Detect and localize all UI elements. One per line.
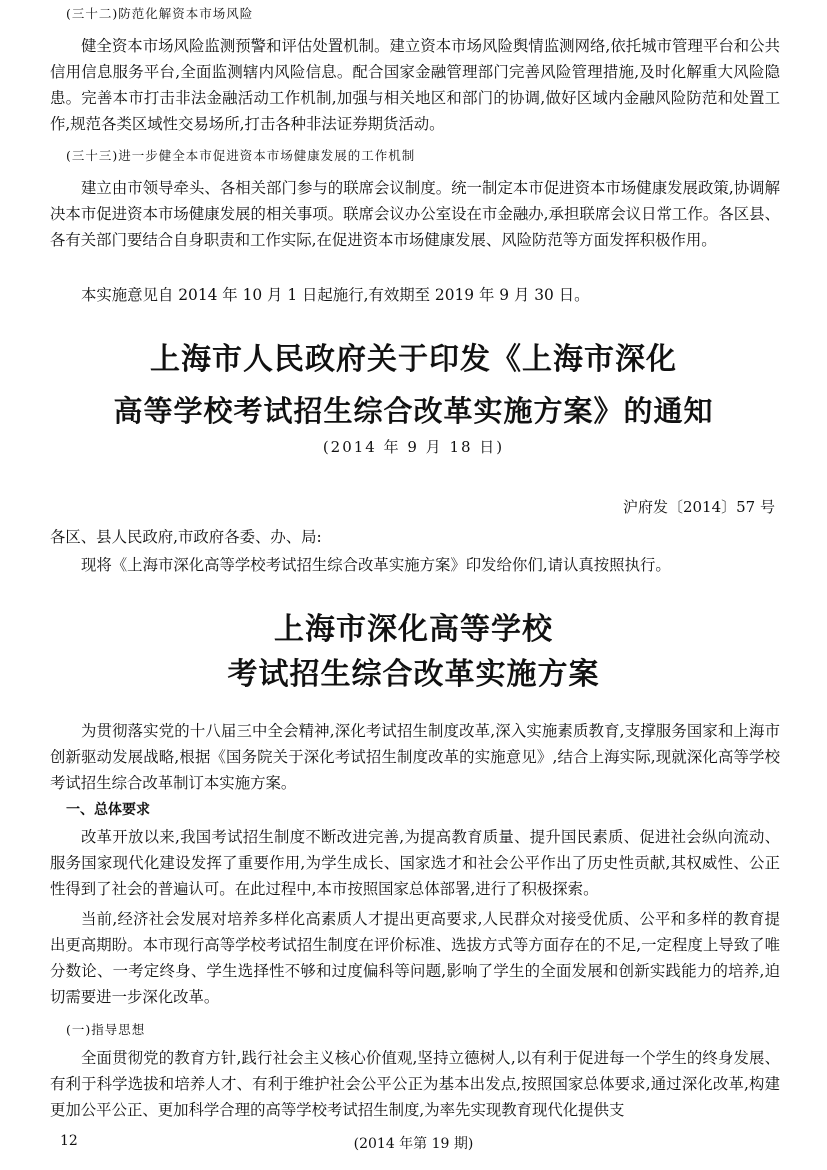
general-requirements-para-1: 改革开放以来,我国考试招生制度不断改进完善,为提高教育质量、提升国民素质、促进社会纵向流动、服务国家现代化建设发挥了重要作用,为学生成长、国家选才和社会公平作出了历史性贡献,其权威性、公正性得到了社会的普遍认可。在此过程中,本市按照国家总体部署,进行了积极探索。	[50, 828, 780, 898]
plan-title-line-2: 考试招生综合改革实施方案	[227, 657, 600, 692]
issue-label: (2014 年第 19 期)	[353, 1136, 474, 1152]
notice-body: 现将《上海市深化高等学校考试招生综合改革实施方案》印发给你们,请认真按照执行。	[81, 556, 671, 574]
page-number: 12	[60, 1133, 78, 1149]
general-requirements-para-2: 当前,经济社会发展对培养多样化高素质人才提出更高要求,人民群众对接受优质、公平和多样的教育提出更高期盼。本市现行高等学校考试招生制度在评价标准、选拔方式等方面存在的不足,一定程度上导致了唯分数论、一考定终身、学生选择性不够和过度偏科等问题,影响了学生的全面发展和创新实践能力的培养,迫切需要进一步深化改革。	[50, 910, 780, 1006]
section-33-heading: (三十三)进一步健全本市促进资本市场健康发展的工作机制	[66, 148, 416, 163]
plan-title-line-1: 上海市深化高等学校	[274, 612, 553, 647]
section-32-heading: (三十二)防范化解资本市场风险	[66, 6, 254, 21]
section-33-body: 建立由市领导牵头、各相关部门参与的联席会议制度。统一制定本市促进资本市场健康发展政策,协调解决本市促进资本市场健康发展的相关事项。联席会议办公室设在市金融办,承担联席会议日常工作。各区县、各有关部门要结合自身职责和工作实际,在促进资本市场健康发展、风险防范等方面发挥积极作用。	[50, 179, 780, 249]
notice-title-line-2: 高等学校考试招生综合改革实施方案》的通知	[113, 394, 714, 428]
effective-date-note: 本实施意见自 2014 年 10 月 1 日起施行,有效期至 2019 年 9 月 30 日。	[81, 286, 590, 304]
section-32-body: 健全资本市场风险监测预警和评估处置机制。建立资本市场风险舆情监测网络,依托城市管理平台和公共信用信息服务平台,全面监测辖内风险信息。配合国家金融管理部门完善风险管理措施,及时化解重大风险隐患。完善本市打击非法金融活动工作机制,加强与相关地区和部门的协调,做好区域内金融风险防范和处置工作,规范各类区域性交易场所,打击各种非法证券期货活动。	[50, 37, 780, 133]
notice-recipients: 各区、县人民政府,市政府各委、办、局:	[50, 528, 322, 546]
document-number: 沪府发〔2014〕57 号	[622, 498, 775, 516]
notice-title-line-1: 上海市人民政府关于印发《上海市深化	[150, 342, 677, 377]
guiding-principles-body: 全面贯彻党的教育方针,践行社会主义核心价值观,坚持立德树人,以有利于促进每一个学生的终身发展、有利于科学选拔和培养人才、有利于维护社会公平公正为基本出发点,按照国家总体要求,通过深化改革,构建更加公平公正、更加科学合理的高等学校考试招生制度,为率先实现教育现代化提供支	[50, 1049, 780, 1119]
guiding-principles-heading: (一)指导思想	[66, 1022, 146, 1037]
section-1-heading: 一、总体要求	[66, 802, 150, 818]
plan-intro: 为贯彻落实党的十八届三中全会精神,深化考试招生制度改革,深入实施素质教育,支撑服务国家和上海市创新驱动发展战略,根据《国务院关于深化考试招生制度改革的实施意见》,结合上海实际,现就深化高等学校考试招生综合改革制订本实施方案。	[50, 722, 780, 792]
notice-date: (2014 年 9 月 18 日)	[322, 438, 505, 456]
